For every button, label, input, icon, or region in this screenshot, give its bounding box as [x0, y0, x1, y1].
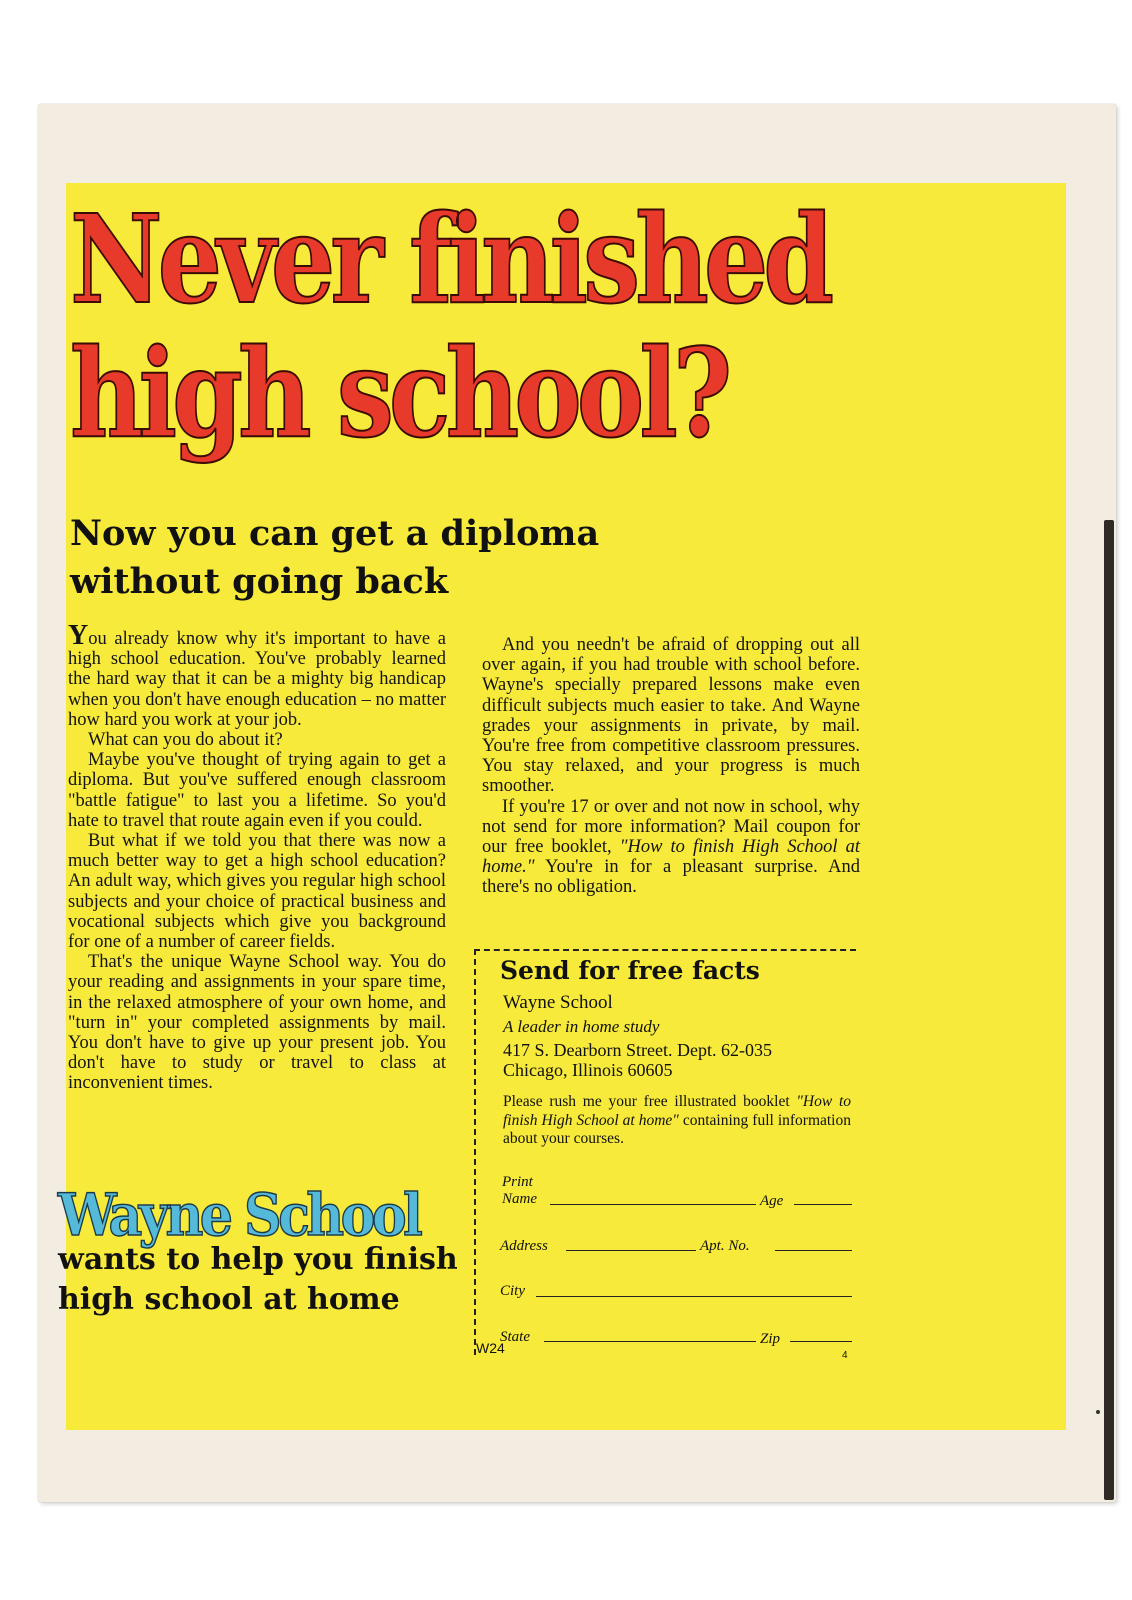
address-field-line[interactable]	[566, 1250, 696, 1251]
headline-line-2: high school?	[70, 321, 728, 465]
body-column-left	[68, 620, 446, 1094]
brand-logo-text: Wayne School	[58, 1181, 420, 1249]
field-label-zip: Zip	[760, 1331, 781, 1347]
paper-speck	[1096, 1410, 1100, 1414]
drop-cap: Y	[68, 620, 89, 651]
body-paragraph: And you needn't be afraid of dropping out all over again, if you had trouble with school before. Wayne's specially prepared lessons make even difficult subjects much easier to take. And Wayne grades your assignments in private, by mail. You're free from competitive classroom pressures. You stay relaxed, and your progress is much smoother.	[482, 635, 860, 797]
body-paragraph: But what if we told you that there was now a much better way to get a high school education? An adult way, which gives you regular high school subjects and your choice of practical business and vocational subjects which give you background for one of a number of career fields.	[68, 831, 446, 953]
body-column-right	[482, 635, 860, 898]
body-paragraph: Maybe you've thought of trying again to get a diploma. But you've suffered enough classroom "battle fatigue" to last you a lifetime. So you'd hate to travel that route again even if you could.	[68, 750, 446, 831]
name-field-line[interactable]	[550, 1204, 756, 1205]
subheadline	[70, 510, 710, 606]
coupon-school-name: Wayne School	[503, 992, 613, 1013]
field-label-state: State	[500, 1329, 530, 1345]
coupon-address: 417 S. Dearborn Street. Dept. 62-035	[503, 1040, 772, 1060]
body-paragraph: You already know why it's important to have a high school education. You've probably learned the hard way that it can be a mighty big handicap when you don't have enough education – no matter how hard you work at your job.	[68, 620, 446, 730]
state-field-line[interactable]	[544, 1341, 756, 1342]
body-paragraph: What can you do about it?	[88, 730, 283, 751]
booklet-title: "How to finish High School at home."	[482, 837, 860, 878]
age-field-line[interactable]	[794, 1204, 852, 1205]
subheadline-line-1: Now you can get a diploma	[70, 513, 600, 554]
field-label-print: Print	[502, 1174, 533, 1190]
coupon-code: W24	[476, 1340, 505, 1356]
city-field-line[interactable]	[536, 1296, 852, 1297]
field-label-city: City	[500, 1283, 525, 1299]
zip-field-line[interactable]	[790, 1341, 852, 1342]
coupon-title: Send for free facts	[500, 956, 760, 985]
brand-tagline: wants to help you finish high school at home	[58, 1242, 458, 1317]
body-paragraph: That's the unique Wayne School way. You do your reading and assignments in your spare time, in the relaxed atmosphere of your own home, and "turn in" your completed assignments by mail. You don't have to give up your present job. You don't have to study or travel to class at inconvenient times.	[68, 952, 446, 1094]
apt-field-line[interactable]	[775, 1250, 852, 1251]
subheadline-line-2: without going back	[70, 561, 449, 602]
coupon-motto: A leader in home study	[503, 1017, 660, 1036]
coupon-request-text: Please rush me your free illustrated booklet "How to finish High School at home" containing full information about your courses.	[503, 1093, 851, 1147]
coupon-city-line: Chicago, Illinois 60605	[503, 1060, 673, 1080]
field-label-age: Age	[760, 1193, 784, 1209]
field-label-address: Address	[500, 1238, 548, 1254]
field-label-apt: Apt. No.	[700, 1238, 750, 1254]
headline-line-1: Never finished	[70, 187, 830, 331]
field-label-name: Name	[502, 1191, 537, 1207]
page-number: 4	[842, 1350, 848, 1361]
body-paragraph: If you're 17 or over and not now in school, why not send for more information? Mail coupon for our free booklet, "How to finish High School at home." You're in for a pleasant surprise. And there's no obligation.	[482, 796, 860, 898]
headline	[70, 187, 900, 465]
page-edge-shadow	[1104, 520, 1114, 1500]
